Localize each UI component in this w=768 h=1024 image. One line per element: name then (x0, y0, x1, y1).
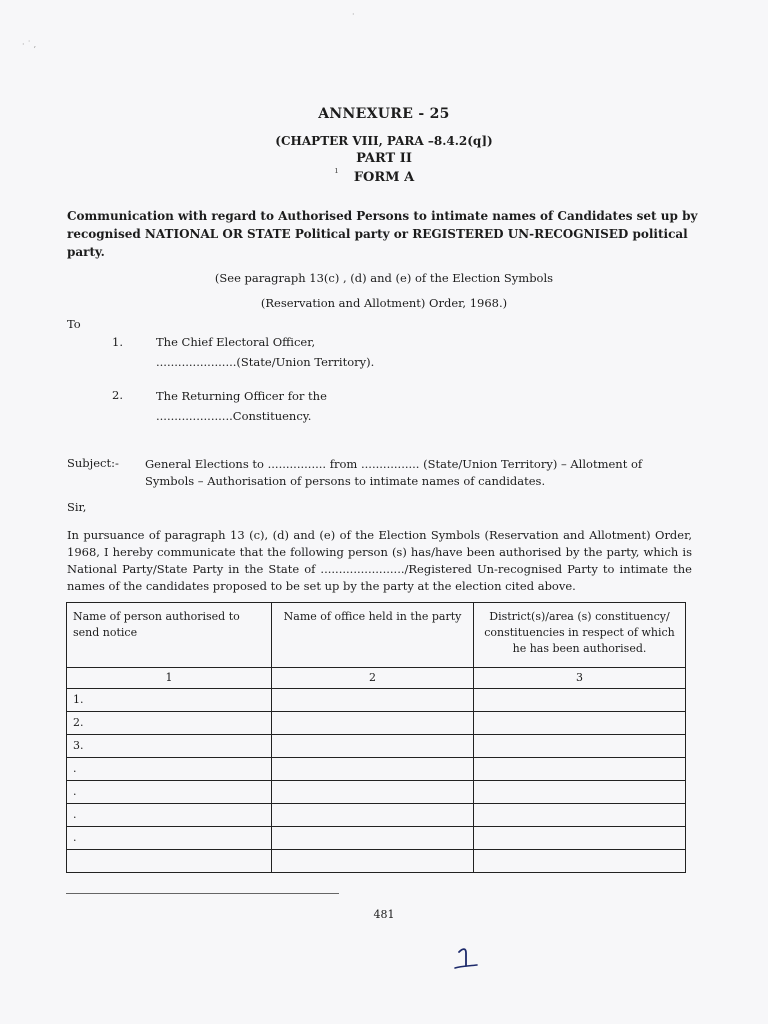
page-number: 481 (373, 908, 395, 921)
chapter-reference: (CHAPTER VIII, PARA –8.4.2(q]) (275, 134, 493, 148)
table-cell (272, 804, 474, 827)
annexure-title: ANNEXURE - 25 (318, 106, 450, 122)
column-header-office: Name of office held in the party (272, 603, 474, 668)
row-label: . (67, 804, 272, 827)
table-cell (272, 850, 474, 873)
table-cell (474, 827, 686, 850)
column-number: 1 (67, 668, 272, 689)
handwritten-mark (453, 944, 479, 972)
table-row (67, 758, 686, 781)
addressee-title: The Chief Electoral Officer, (156, 335, 316, 349)
see-paragraph-line1: (See paragraph 13(c) , (d) and (e) of the Election Symbols (214, 271, 554, 285)
table-cell (474, 712, 686, 735)
footnote-divider (66, 893, 339, 894)
table-row (67, 689, 686, 712)
see-paragraph (0, 266, 768, 316)
table-cell (272, 781, 474, 804)
part-title: PART II (356, 151, 412, 166)
table-cell (272, 827, 474, 850)
column-number: 3 (474, 668, 686, 689)
scan-speck: · ˙ , (22, 40, 37, 49)
addressee-number: 2. (112, 388, 123, 402)
table-cell (272, 758, 474, 781)
table-row (67, 781, 686, 804)
addressee-blank: .....................Constituency. (156, 409, 312, 423)
authorisation-table (66, 602, 686, 873)
form-title: FORM A (353, 170, 415, 185)
table-row (67, 850, 686, 873)
table-cell (272, 712, 474, 735)
table-cell (272, 689, 474, 712)
row-label: 1. (67, 689, 272, 712)
scan-speck: · (352, 10, 355, 19)
table-row (67, 804, 686, 827)
column-header-district: District(s)/area (s) constituency/ constituencies in respect of which he has been authorised. (474, 603, 686, 668)
addressee-item (156, 332, 374, 372)
row-label: 3. (67, 735, 272, 758)
table-header-row (67, 603, 686, 668)
addressee-title: The Returning Officer for the (156, 389, 327, 403)
form-description: Communication with regard to Authorised Persons to intimate names of Candidates set up by recognised NATIONAL OR STATE Political party or REGISTERED UN-RECOGNISED political party. (67, 209, 698, 259)
table-cell (474, 689, 686, 712)
table-cell (474, 758, 686, 781)
column-number: 2 (272, 668, 474, 689)
table-cell (474, 804, 686, 827)
addressee-number: 1. (112, 335, 123, 349)
body-paragraph: In pursuance of paragraph 13 (c), (d) and (e) of the Election Symbols (Reservation and Allotment) Order, 1968, I hereby communicate that the following person (s) has/have been authorised by the party, which is National Party/State Party in the State of ......................./Registered Un-recognised Party to intimate the names of the candidates proposed to be set up by the party at the election cited above. (67, 528, 692, 593)
row-label: . (67, 827, 272, 850)
row-label (67, 850, 272, 873)
table-row (67, 712, 686, 735)
table-row (67, 735, 686, 758)
table-cell (474, 850, 686, 873)
see-paragraph-line2: (Reservation and Allotment) Order, 1968.) (260, 296, 508, 310)
addressee-blank: ......................(State/Union Territory). (156, 355, 375, 369)
row-label: 2. (67, 712, 272, 735)
subject-text: General Elections to ................ from ................ (State/Union Territory) – Allotment of Symbols – Authorisation of persons to intimate names of candidates. (145, 457, 643, 488)
scan-mark: ı (335, 166, 338, 176)
table-cell (474, 781, 686, 804)
table-cell (474, 735, 686, 758)
column-number-row (67, 668, 686, 689)
subject-label: Subject:- (67, 456, 119, 470)
salutation: Sir, (67, 500, 87, 514)
to-label: To (67, 317, 81, 331)
row-label: . (67, 781, 272, 804)
table-cell (272, 735, 474, 758)
column-header-name: Name of person authorised to send notice (67, 603, 272, 668)
row-label: . (67, 758, 272, 781)
addressee-item (156, 386, 327, 426)
table-row (67, 827, 686, 850)
